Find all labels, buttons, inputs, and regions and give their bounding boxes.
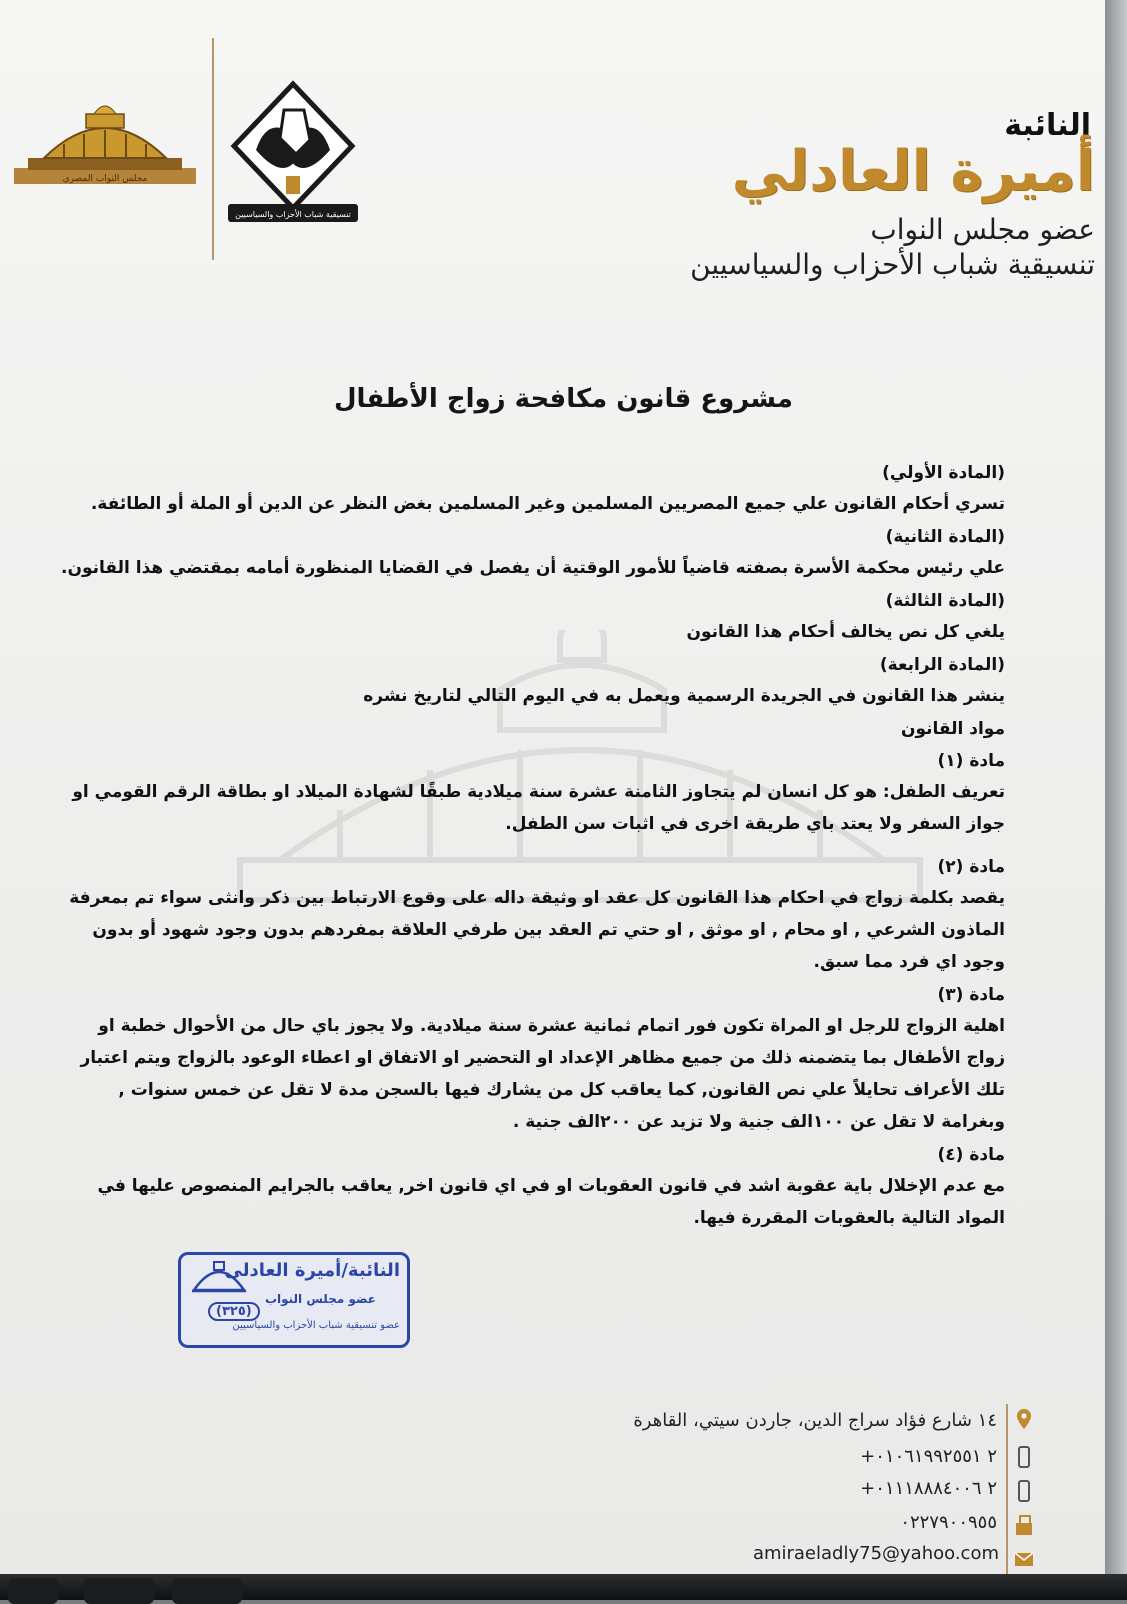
fax-icon xyxy=(1014,1514,1034,1536)
article-heading: (المادة الثانية) xyxy=(885,527,1005,547)
mp-title: النائبة xyxy=(1004,108,1091,143)
article-heading: (المادة الأولي) xyxy=(882,463,1005,483)
coordination-logo xyxy=(226,80,360,226)
contact-phone-1: +٢ ٠١٠٦١٩٩٢٥٥١ xyxy=(860,1446,997,1467)
document-title: مشروع قانون مكافحة زواج الأطفال xyxy=(334,384,793,414)
article-text: تسري أحكام القانون علي جميع المصريين المسلمين وغير المسلمين بغض النظر عن الدين أو الملة أو الطائفة. xyxy=(90,494,1005,514)
mp-organization: تنسيقية شباب الأحزاب والسياسيين xyxy=(690,247,1095,281)
keyboard-key xyxy=(84,1578,154,1604)
contact-divider xyxy=(1006,1404,1008,1592)
stamp-organization: عضو تنسيقية شباب الأحزاب والسياسيين xyxy=(232,1320,400,1331)
header-divider xyxy=(212,38,214,260)
document-body xyxy=(56,456,1005,1234)
article-heading: (المادة الثالثة) xyxy=(885,591,1005,611)
keyboard-key xyxy=(172,1578,242,1604)
article-heading: مادة (٤) xyxy=(937,1145,1005,1165)
stamp-name: النائبة/أميرة العادلى xyxy=(224,1260,400,1281)
stamp-role: عضو مجلس النواب xyxy=(264,1292,376,1306)
article-text: اهلية الزواج للرجل او المراة تكون فور اتمام ثمانية عشرة سنة ميلادية. ولا يجوز باي حال من الأحوال خطبة او زواج الأطفال بما يتضمنه ذلك من جميع مظاهر الإعداد او التحضير او الاتفاق او اعطاء الوعود بالزواج ويتم اعتبار تلك الأعراف تحايلاً علي نص القانون, كما يعاقب كل من يشارك فيها بالسجن مدة لا تقل عن خمس سنوات , وبغرامة لا تقل عن ١٠٠الف جنية ولا تزيد عن ٢٠٠الف جنية . xyxy=(80,1016,1005,1132)
contact-email: amiraeladly75@yahoo.com xyxy=(752,1543,999,1564)
email-icon xyxy=(1014,1548,1034,1570)
article-heading: مادة (١) xyxy=(937,751,1005,771)
article-text: ينشر هذا القانون في الجريدة الرسمية ويعمل به في اليوم التالي لتاريخ نشره xyxy=(363,686,1005,706)
contact-address: ١٤ شارع فؤاد سراج الدين، جاردن سيتي، القاهرة xyxy=(633,1410,997,1431)
coordination-logo-text: تنسيقية شباب الأحزاب والسياسيين xyxy=(235,210,351,219)
article-text: يقصد بكلمة زواج في احكام هذا القانون كل عقد او وثيقة داله على وقوع الارتباط بين ذكر وانثى سواء تم بمعرفة الماذون الشرعي , او محام , او موثق , او حتي تم العقد بين طرفي العلاقة بمفردهم بدون وجود شهود أو بدون وجود اي فرد مما سبق. xyxy=(69,888,1005,972)
article-text: علي رئيس محكمة الأسرة بصفته قاضياً للأمور الوقتية أن يفصل في القضايا المنظورة أمامه بمقتضي هذا القانون. xyxy=(61,558,1005,578)
mobile-phone-icon xyxy=(1014,1480,1034,1502)
contact-phone-2: +٢ ٠١١١٨٨٨٤٠٠٦ xyxy=(860,1478,997,1499)
article-heading: مواد القانون xyxy=(900,719,1005,739)
contact-landline: ٠٢٢٧٩٠٠٩٥٥ xyxy=(900,1512,997,1533)
keyboard-key xyxy=(8,1578,58,1604)
spacer xyxy=(56,840,1005,850)
article-heading: مادة (٢) xyxy=(937,857,1005,877)
stamp-number: (٣٢٥) xyxy=(208,1302,260,1321)
article-text: تعريف الطفل: هو كل انسان لم يتجاوز الثامنة عشرة سنة ميلادية طبقًا لشهادة الميلاد او بطاقة الرقم القومي او جواز السفر ولا يعتد باي طريقة اخرى في اثبات سن الطفل. xyxy=(72,782,1005,834)
article-heading: (المادة الرابعة) xyxy=(879,655,1005,675)
article-text: مع عدم الإخلال باية عقوبة اشد في قانون العقوبات او في اي قانون اخر, يعاقب بالجرايم المنصوص عليها في المواد التالية بالعقوبات المقررة فيها. xyxy=(97,1176,1005,1228)
article-heading: مادة (٣) xyxy=(937,985,1005,1005)
mobile-phone-icon xyxy=(1014,1446,1034,1468)
parliament-logo xyxy=(14,96,196,196)
location-pin-icon xyxy=(1014,1408,1034,1430)
article-text: يلغي كل نص يخالف أحكام هذا القانون xyxy=(686,622,1005,642)
keyboard-edge xyxy=(0,1574,1127,1600)
letterhead xyxy=(535,108,1095,282)
mp-name: أميرة العادلي xyxy=(731,139,1095,204)
paper-edge xyxy=(1105,0,1127,1600)
official-stamp xyxy=(178,1252,410,1348)
mp-role: عضو مجلس النواب xyxy=(870,212,1095,246)
parliament-logo-text: مجلس النواب المصري xyxy=(62,174,148,184)
